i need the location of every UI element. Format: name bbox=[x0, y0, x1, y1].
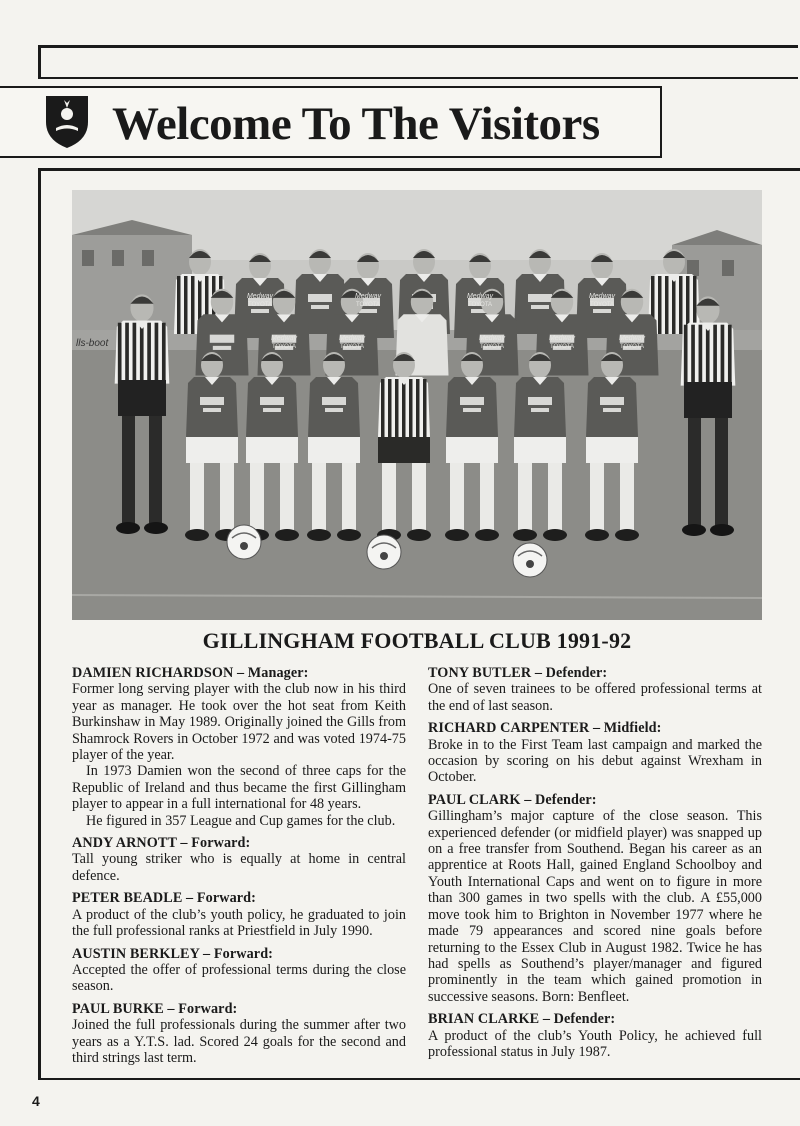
sponsor-label: Medway bbox=[548, 335, 576, 342]
team-photo-illustration bbox=[72, 190, 762, 620]
player-entry bbox=[72, 1001, 406, 1067]
player-entry-text: Gillingham’s major capture of the close season. This experienced defender (or midfield player) was snapped up on a free transfer from Southend. Began his career as an apprentice at Roots Hall, gained England Schoolboy and Youth International Caps and went on to figure in more than 300 games in two spells with the club. A £55,000 move took him to Brighton in November 1977 where he made 79 appearances and scored nine goals before returning to the Essex Club in August 1982. Twice he has had spells as Southend’s player/manager and figured prominently in the team which gained promotion in successive seasons. Born: Benfleet. bbox=[428, 808, 762, 1005]
sponsor-label: TOYOTA bbox=[467, 302, 493, 308]
sponsor-label: Medway bbox=[618, 335, 646, 342]
right-text-column bbox=[428, 665, 762, 1066]
player-entry bbox=[428, 792, 762, 1005]
sponsor-label: Medway bbox=[588, 293, 616, 300]
sponsor-label: Medway bbox=[270, 335, 298, 342]
sponsor-label: Medway bbox=[466, 293, 494, 300]
player-entry-heading: TONY BUTLER – Defender: bbox=[428, 665, 608, 681]
player-entry-text: In 1973 Damien won the second of three caps for the Republic of Ireland and thus became the first Gillingham player to appear in a full international for 48 years. bbox=[72, 763, 406, 813]
player-entry-text: One of seven trainees to be offered professional terms at the end of last season. bbox=[428, 681, 762, 714]
svg-text:lls-boot: lls-boot bbox=[76, 338, 109, 349]
sponsor-label: Medway bbox=[478, 335, 506, 342]
player-entry-heading: PAUL CLARK – Defender: bbox=[428, 791, 597, 808]
player-entry bbox=[72, 665, 406, 829]
player-entry-text: A product of the club’s Youth Policy, he achieved full professional status in July 1987. bbox=[428, 1027, 762, 1060]
football-icon bbox=[367, 535, 401, 569]
football-icon bbox=[227, 525, 261, 559]
page-title: Welcome To The Visitors bbox=[112, 98, 600, 150]
player-entry bbox=[72, 946, 406, 995]
player-entry-heading: RICHARD CARPENTER – Midfield: bbox=[428, 720, 662, 737]
team-photo bbox=[72, 190, 762, 620]
player-entry bbox=[72, 890, 406, 939]
player-entry-text: Former long serving player with the club now in his third year as manager. He took over the hot seat from Keith Burkinshaw in May 1989. Originally joined the Gills from Shamrock Rovers in October 1972 and was voted 1974-75 player of the year. bbox=[72, 681, 406, 764]
sponsor-label: TOYOTA bbox=[549, 344, 575, 350]
player-entry-text: Joined the full professionals during the summer after two years as a Y.T.S. lad. Scored 24 goals for the second and third strings last term. bbox=[72, 1017, 406, 1066]
player-entry-heading: AUSTIN BERKLEY – Forward: bbox=[72, 945, 274, 962]
sponsor-label: TOYOTA bbox=[479, 344, 505, 350]
football-icon bbox=[513, 543, 547, 577]
player-entry bbox=[72, 835, 406, 884]
player-entry-text: Broke in to the First Team last campaign and marked the occasion by scoring on his debut against Wrexham in October. bbox=[428, 736, 762, 786]
player-entry bbox=[428, 1011, 762, 1060]
player-entry-text: A product of the club’s youth policy, he graduated to join the full professional ranks at Priestfield in July 1990. bbox=[72, 906, 406, 940]
sponsor-label: Medway bbox=[246, 293, 274, 300]
player-entry-heading: PETER BEADLE – Forward: bbox=[72, 890, 256, 907]
player-entry-heading: BRIAN CLARKE – Defender: bbox=[428, 1011, 616, 1028]
player-entry bbox=[428, 665, 762, 714]
sponsor-label: TOYOTA bbox=[271, 344, 297, 350]
player-entry-heading: ANDY ARNOTT – Forward: bbox=[72, 835, 251, 852]
sponsor-label: TOYOTA bbox=[247, 302, 273, 308]
sponsor-label: TOYOTA bbox=[589, 302, 615, 308]
sponsor-label: TOYOTA bbox=[619, 344, 645, 350]
player-entry-text: Accepted the offer of professional terms during the close season. bbox=[72, 961, 406, 995]
sponsor-label: TOYOTA bbox=[355, 302, 381, 308]
player-entry-text: Tall young striker who is equally at home in central defence. bbox=[72, 851, 406, 884]
page-number: 4 bbox=[32, 1093, 40, 1109]
player-entry-text: He figured in 357 League and Cup games for the club. bbox=[86, 812, 396, 829]
player-entry-heading: PAUL BURKE – Forward: bbox=[72, 1000, 238, 1017]
left-text-column bbox=[72, 665, 406, 1072]
player-entry-heading: DAMIEN RICHARDSON – Manager: bbox=[72, 665, 309, 681]
photo-caption: GILLINGHAM FOOTBALL CLUB 1991-92 bbox=[202, 628, 632, 653]
club-crest-icon bbox=[44, 92, 90, 150]
player-entry bbox=[428, 720, 762, 786]
sponsor-label: Medway bbox=[338, 335, 366, 342]
sponsor-label: Medway bbox=[354, 293, 382, 300]
top-frame-rule bbox=[38, 45, 798, 79]
sponsor-label: TOYOTA bbox=[339, 344, 365, 350]
